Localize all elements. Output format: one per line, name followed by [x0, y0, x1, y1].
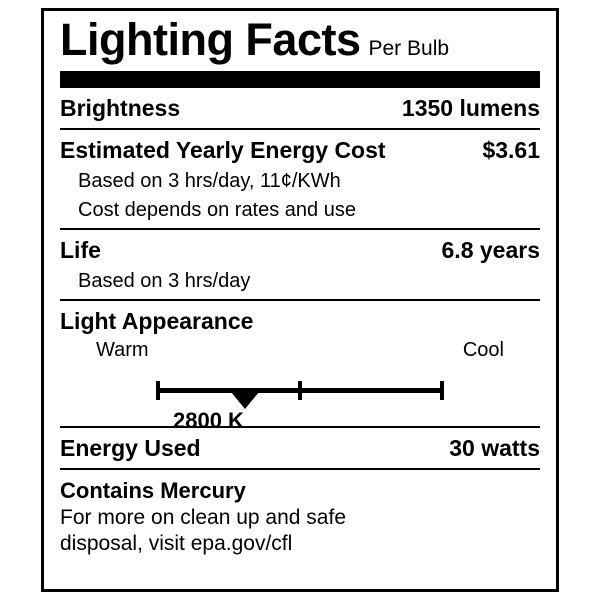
appearance-cool-label: Cool	[462, 339, 504, 361]
light-appearance-section	[58, 301, 542, 433]
mercury-line-2: disposal, visit epa.gov/cfl	[60, 531, 293, 555]
energy-cost-note-1: Based on 3 hrs/day, 11¢/KWh	[78, 170, 341, 192]
life-label: Life	[60, 237, 101, 263]
appearance-scale	[60, 368, 540, 433]
mercury-heading: Contains Mercury	[60, 478, 246, 503]
scale-pointer-marker	[231, 392, 259, 409]
life-value: 6.8 years	[441, 237, 540, 263]
title-sub-text: Per Bulb	[368, 37, 450, 60]
mercury-section	[58, 470, 542, 556]
title-divider-bar	[60, 71, 540, 88]
life-section	[58, 230, 542, 299]
energy-used-row	[60, 428, 540, 468]
energy-cost-section	[58, 130, 542, 228]
energy-used-label: Energy Used	[60, 435, 201, 461]
life-note: Based on 3 hrs/day	[78, 270, 251, 292]
life-row	[60, 230, 540, 270]
energy-used-section	[58, 428, 542, 468]
scale-tick-cool	[440, 381, 444, 400]
appearance-value: 2800 K	[173, 408, 244, 433]
appearance-endpoints	[60, 337, 540, 362]
brightness-section	[58, 88, 542, 128]
label-title	[58, 11, 542, 65]
energy-cost-row	[60, 130, 540, 170]
appearance-warm-label: Warm	[96, 339, 149, 361]
brightness-row	[60, 88, 540, 128]
energy-cost-label: Estimated Yearly Energy Cost	[60, 137, 386, 163]
brightness-value: 1350 lumens	[401, 95, 540, 121]
scale-tick-mid	[298, 381, 302, 400]
light-appearance-label: Light Appearance	[60, 308, 254, 334]
title-main-text: Lighting Facts	[60, 14, 361, 65]
mercury-line-1: For more on clean up and safe	[60, 506, 347, 529]
energy-cost-value: $3.61	[482, 137, 540, 163]
energy-cost-note-2: Cost depends on rates and use	[78, 199, 356, 221]
energy-used-value: 30 watts	[449, 435, 540, 461]
lighting-facts-label	[41, 8, 559, 592]
scale-tick-warm	[156, 381, 160, 400]
brightness-label: Brightness	[60, 95, 181, 121]
